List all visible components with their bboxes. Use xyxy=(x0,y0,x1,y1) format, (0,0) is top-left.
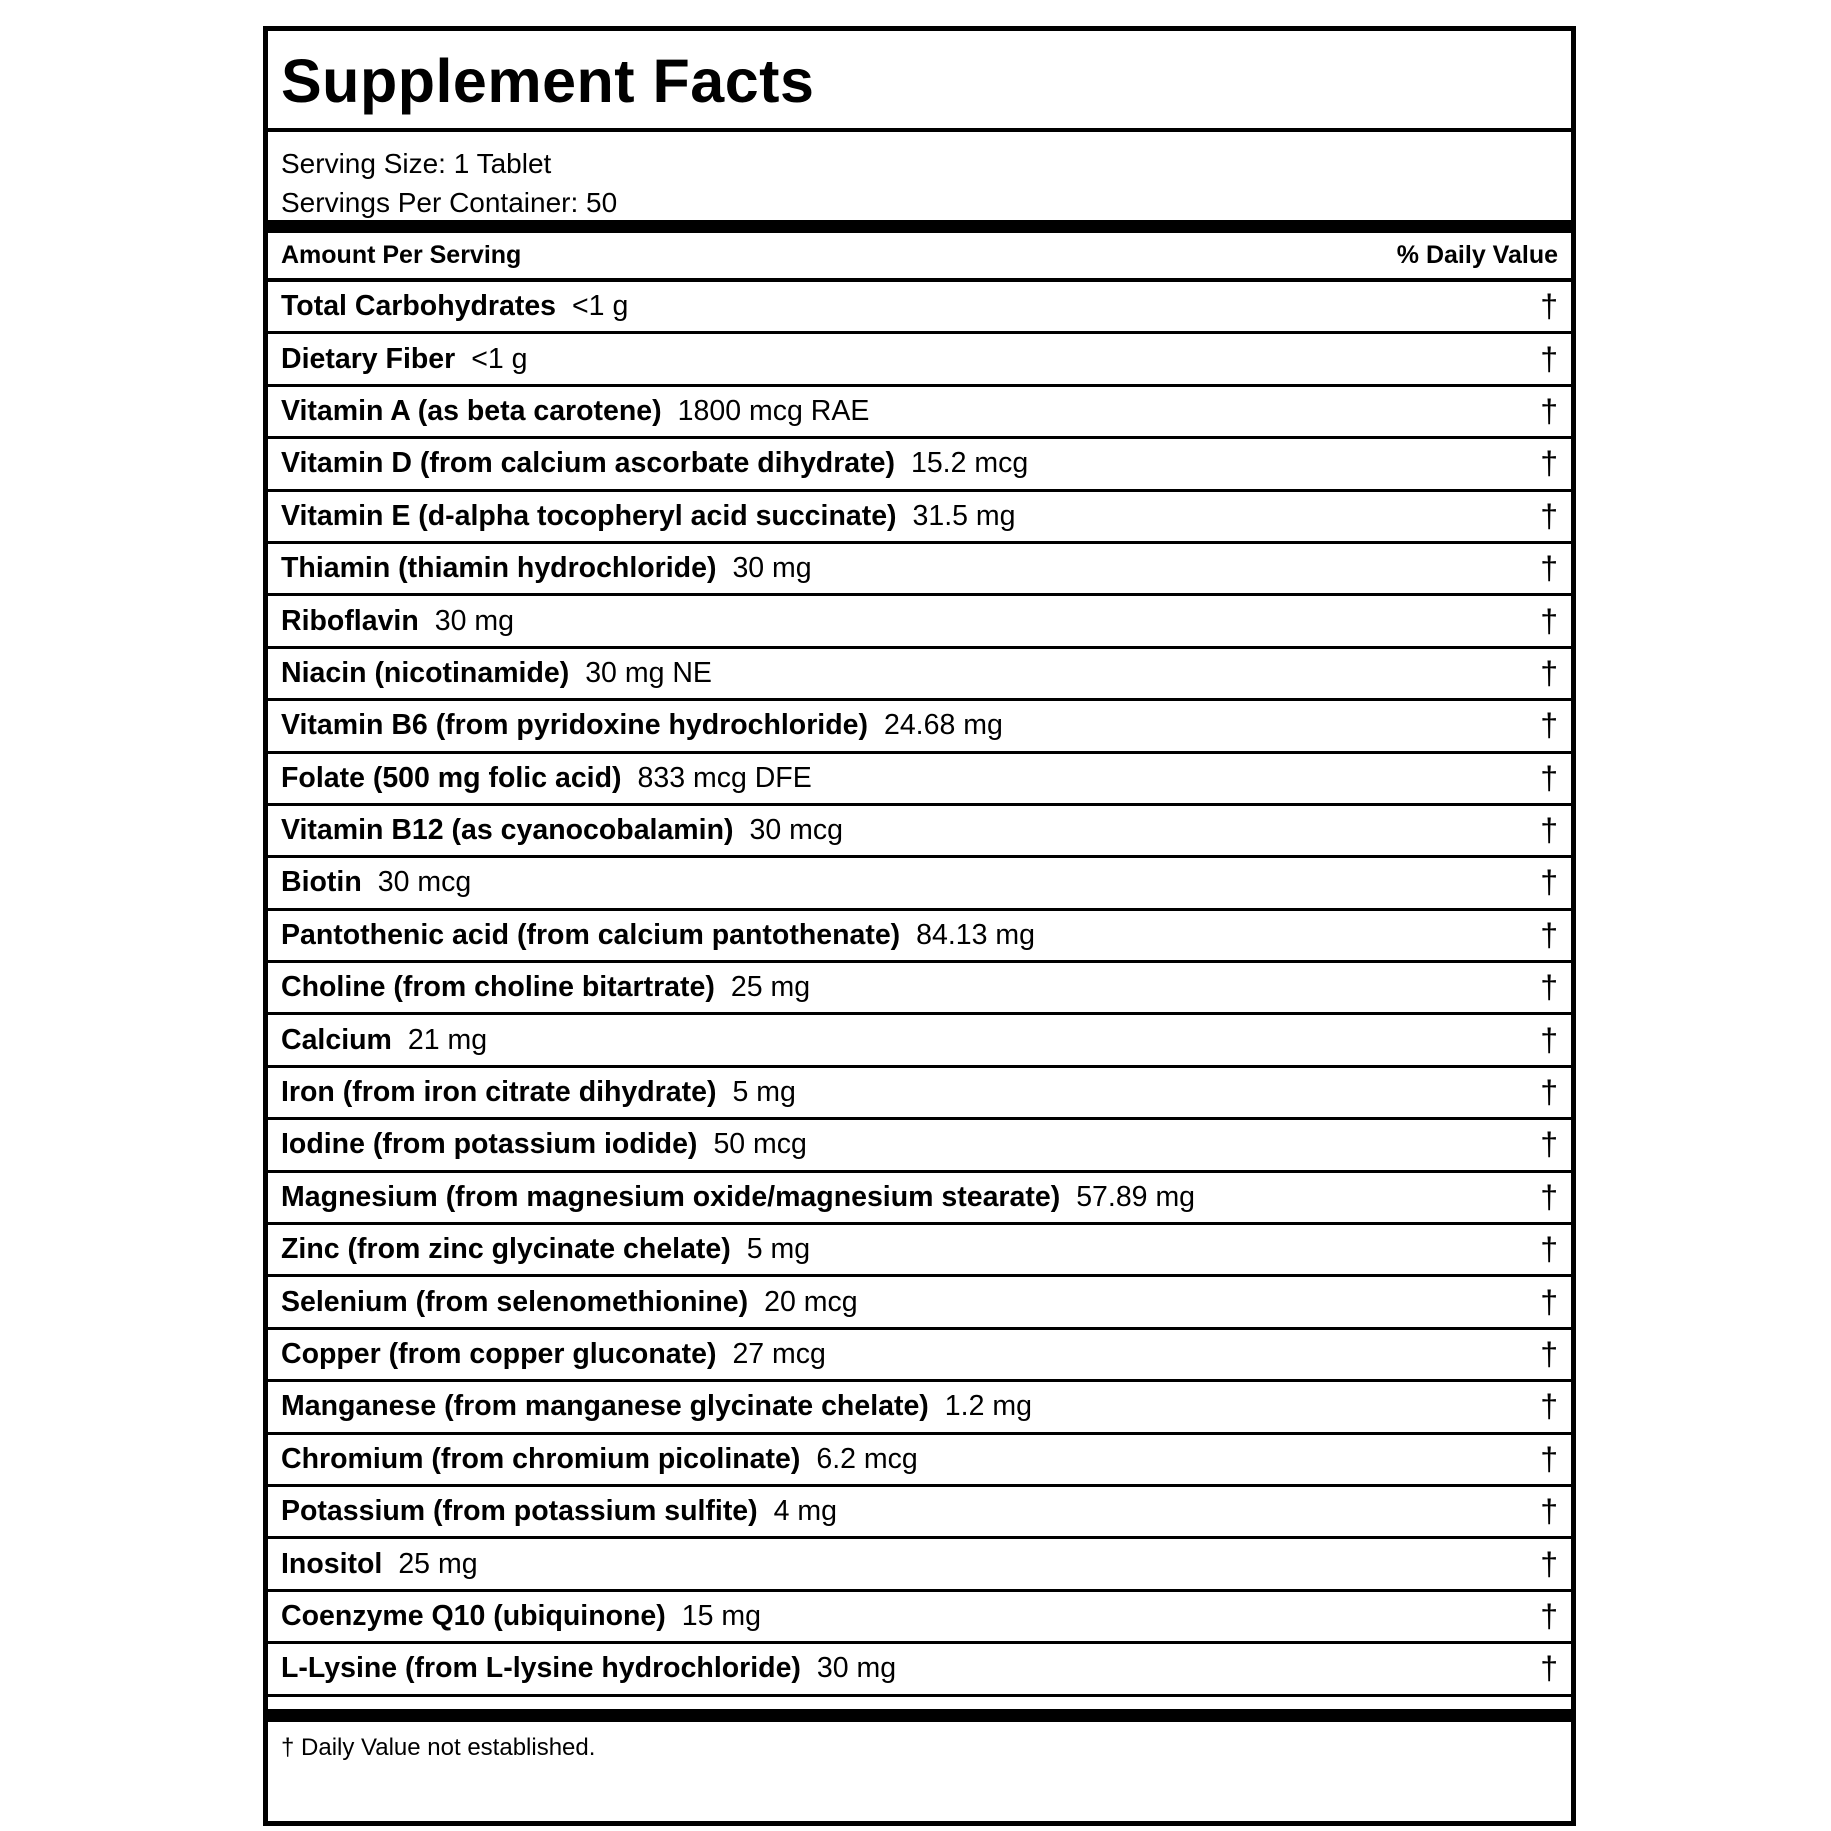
nutrient-name: L-Lysine (from L-lysine hydrochloride) xyxy=(281,1652,801,1685)
nutrient-row xyxy=(268,1435,1571,1487)
nutrient-row xyxy=(268,911,1571,963)
nutrient-amount: <1 g xyxy=(471,342,528,375)
nutrient-name: Dietary Fiber xyxy=(281,342,456,375)
nutrient-amount: 1800 mcg RAE xyxy=(677,394,870,427)
dagger-icon: † xyxy=(1540,1597,1558,1634)
dagger-icon: † xyxy=(1540,916,1558,953)
nutrient-name: Magnesium (from magnesium oxide/magnesium stearate) xyxy=(281,1180,1061,1213)
title-bar xyxy=(268,31,1571,132)
nutrient-amount: 30 mg NE xyxy=(585,656,712,689)
dagger-icon: † xyxy=(1540,654,1558,691)
servings-per-container: Servings Per Container: 50 xyxy=(281,187,618,218)
nutrient-row xyxy=(268,963,1571,1015)
dagger-icon: † xyxy=(1540,288,1558,325)
nutrient-name: Total Carbohydrates xyxy=(281,290,557,323)
nutrient-row xyxy=(268,1015,1571,1067)
dagger-icon: † xyxy=(1540,1545,1558,1582)
column-header-row xyxy=(268,233,1571,282)
nutrient-row xyxy=(268,1487,1571,1539)
nutrient-amount: 30 mcg xyxy=(749,814,843,847)
nutrient-name: Inositol xyxy=(281,1547,383,1580)
daily-value-header: % Daily Value xyxy=(1396,241,1558,269)
nutrient-name: Calcium xyxy=(281,1023,392,1056)
nutrient-name: Niacin (nicotinamide) xyxy=(281,656,570,689)
nutrient-amount: 20 mcg xyxy=(764,1285,858,1318)
dagger-icon: † xyxy=(1540,1074,1558,1111)
dagger-icon: † xyxy=(1540,1126,1558,1163)
nutrient-row xyxy=(268,334,1571,386)
nutrient-row xyxy=(268,806,1571,858)
nutrient-row xyxy=(268,1539,1571,1591)
dagger-icon: † xyxy=(1540,1336,1558,1372)
nutrient-amount: 57.89 mg xyxy=(1076,1180,1196,1213)
nutrient-row xyxy=(268,701,1571,753)
nutrient-amount: 25 mg xyxy=(398,1547,478,1580)
nutrient-amount: 30 mg xyxy=(434,604,514,637)
dagger-icon: † xyxy=(1540,812,1558,849)
nutrient-row xyxy=(268,649,1571,701)
nutrient-row xyxy=(268,858,1571,910)
nutrient-name: Iron (from iron citrate dihydrate) xyxy=(281,1076,717,1109)
nutrient-amount: 1.2 mg xyxy=(944,1390,1032,1423)
nutrient-row xyxy=(268,596,1571,648)
nutrient-name: Iodine (from potassium iodide) xyxy=(281,1128,698,1161)
nutrient-amount: 5 mg xyxy=(732,1076,796,1109)
nutrient-name: Pantothenic acid (from calcium pantothenate) xyxy=(281,918,901,951)
nutrient-amount: 30 mg xyxy=(816,1652,897,1685)
dagger-icon: † xyxy=(1540,602,1558,639)
nutrient-row xyxy=(268,544,1571,596)
nutrient-row xyxy=(268,754,1571,806)
nutrient-name: Vitamin D (from calcium ascorbate dihydrate) xyxy=(281,447,895,480)
nutrient-amount: 50 mcg xyxy=(713,1128,807,1161)
label-title: Supplement Facts xyxy=(281,47,815,115)
nutrient-amount: 15 mg xyxy=(681,1599,761,1632)
nutrient-amount: 25 mg xyxy=(730,971,811,1004)
nutrient-name: Copper (from copper gluconate) xyxy=(281,1338,717,1370)
nutrient-amount: 27 mcg xyxy=(732,1338,826,1370)
supplement-facts-label xyxy=(263,26,1576,1826)
dagger-icon: † xyxy=(1540,759,1558,796)
nutrient-amount: 31.5 mg xyxy=(912,499,1016,532)
dagger-icon: † xyxy=(1540,707,1558,744)
nutrient-list xyxy=(268,282,1571,1697)
dagger-icon: † xyxy=(1540,445,1558,482)
nutrient-row xyxy=(268,1644,1571,1696)
nutrient-row xyxy=(268,1592,1571,1644)
dagger-icon: † xyxy=(1540,497,1558,534)
dagger-icon: † xyxy=(1540,969,1558,1006)
nutrient-name: Potassium (from potassium sulfite) xyxy=(281,1495,758,1528)
dagger-icon: † xyxy=(1540,1231,1558,1268)
dagger-icon: † xyxy=(1540,864,1558,901)
nutrient-name: Riboflavin xyxy=(281,604,419,637)
nutrient-name: Choline (from choline bitartrate) xyxy=(281,971,715,1004)
nutrient-name: Chromium (from chromium picolinate) xyxy=(281,1442,801,1475)
nutrient-amount: 21 mg xyxy=(407,1023,488,1056)
nutrient-row xyxy=(268,1120,1571,1172)
nutrient-row xyxy=(268,1382,1571,1434)
nutrient-name: Coenzyme Q10 (ubiquinone) xyxy=(281,1599,666,1632)
nutrient-name: Vitamin B12 (as cyanocobalamin) xyxy=(281,814,734,847)
dagger-icon: † xyxy=(1540,392,1558,429)
nutrient-name: Folate (500 mg folic acid) xyxy=(281,761,622,794)
dagger-icon: † xyxy=(1540,550,1558,587)
dagger-icon: † xyxy=(1540,1650,1558,1687)
nutrient-amount: 5 mg xyxy=(746,1233,811,1266)
nutrient-name: Zinc (from zinc glycinate chelate) xyxy=(281,1233,731,1266)
nutrient-row xyxy=(268,1068,1571,1120)
nutrient-row xyxy=(268,387,1571,439)
nutrient-name: Vitamin E (d-alpha tocopheryl acid succinate) xyxy=(281,499,897,532)
amount-per-serving-header: Amount Per Serving xyxy=(281,241,522,269)
nutrient-name: Vitamin A (as beta carotene) xyxy=(281,394,662,427)
dagger-icon: † xyxy=(1540,1493,1558,1530)
nutrient-amount: 833 mcg DFE xyxy=(637,761,812,794)
nutrient-name: Vitamin B6 (from pyridoxine hydrochloride) xyxy=(281,709,868,742)
nutrient-row xyxy=(268,1225,1571,1277)
nutrient-row xyxy=(268,1330,1571,1382)
dagger-icon: † xyxy=(1540,340,1558,377)
nutrient-row xyxy=(268,1173,1571,1225)
dagger-icon: † xyxy=(1540,1388,1558,1425)
nutrient-name: Selenium (from selenomethionine) xyxy=(281,1285,749,1318)
dagger-icon: † xyxy=(1540,1178,1558,1215)
bottom-divider xyxy=(268,1697,1571,1722)
serving-size: Serving Size: 1 Tablet xyxy=(281,148,552,179)
nutrient-row xyxy=(268,282,1571,334)
nutrient-amount: 15.2 mcg xyxy=(910,447,1029,480)
nutrient-amount: 4 mg xyxy=(773,1495,838,1528)
serving-info xyxy=(268,132,1571,233)
nutrient-row xyxy=(268,492,1571,544)
nutrient-row xyxy=(268,1277,1571,1329)
dagger-icon: † xyxy=(1540,1440,1558,1477)
footnote: † Daily Value not established. xyxy=(281,1733,596,1761)
nutrient-amount: 84.13 mg xyxy=(916,918,1036,951)
nutrient-amount: 30 mg xyxy=(732,552,812,585)
nutrient-amount: 6.2 mcg xyxy=(816,1442,918,1475)
nutrient-amount: 30 mcg xyxy=(377,866,472,899)
nutrient-name: Biotin xyxy=(281,866,362,899)
dagger-icon: † xyxy=(1540,1021,1558,1058)
nutrient-amount: <1 g xyxy=(572,290,629,323)
nutrient-name: Manganese (from manganese glycinate chelate) xyxy=(281,1390,929,1423)
nutrient-row xyxy=(268,439,1571,491)
nutrient-name: Thiamin (thiamin hydrochloride) xyxy=(281,552,717,585)
dagger-icon: † xyxy=(1540,1283,1558,1320)
nutrient-amount: 24.68 mg xyxy=(883,709,1003,742)
